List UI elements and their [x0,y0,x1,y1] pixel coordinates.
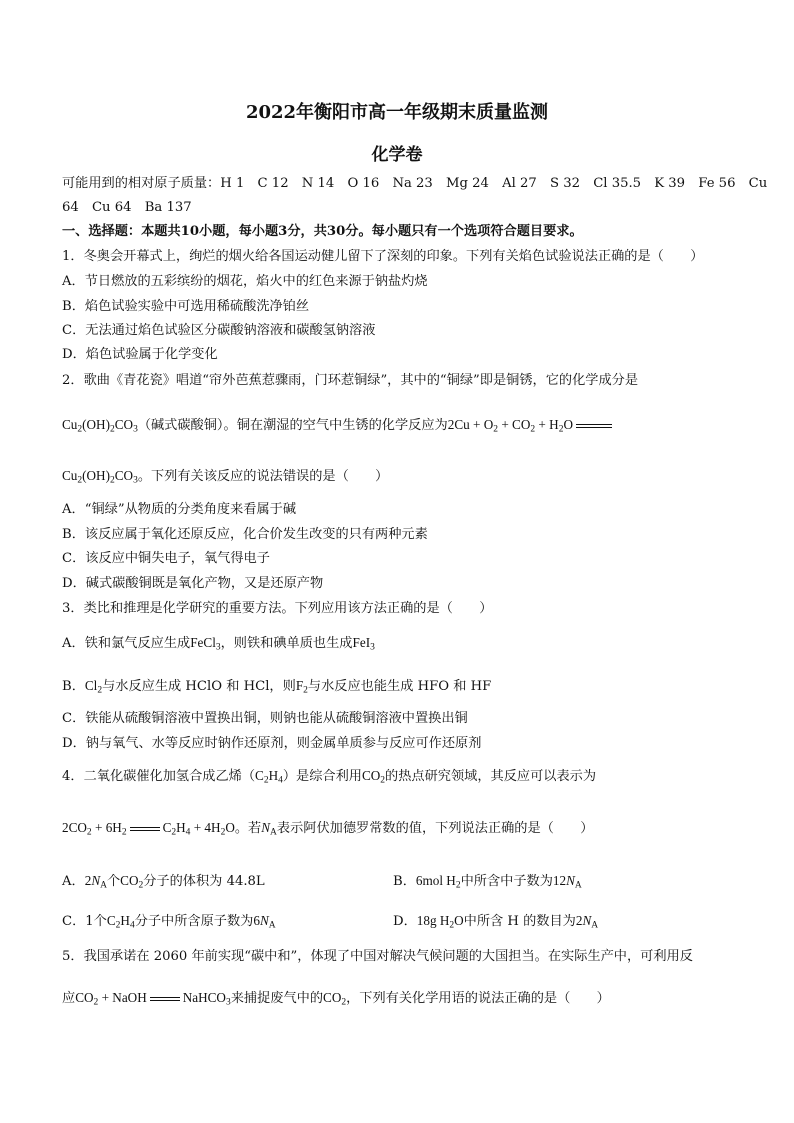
q2-stem-line3: $Cu_2(OH)_2CO_3$。下列有关该反应的说法错误的是（ ） [62,468,389,486]
q4-stem-line2: $2CO_2 + 6H_2$ $C_2H_4 + 4H_2O$。若$N_A$表示阿伏加德罗常数的值，下列说法正确的是（ ） [62,820,594,838]
q1-option-b: B．焰色试验实验中可选用稀硫酸洗净铂丝 [62,299,310,314]
q3-option-b: B．$Cl_2$与水反应生成 HClO 和 HCl，则$F_2$与水反应也能生成 HFO 和 HF [62,678,492,696]
q3-option-d: D．钠与氧气、水等反应时钠作还原剂，则金属单质参与反应可作还原剂 [62,736,482,751]
formula-basic-copper-carbonate: $Cu_2(OH)_2CO_3$ [62,417,138,435]
q5-stem-line1: 5．我国承诺在 2060 年前实现“碳中和”，体现了中国对解决气候问题的大国担当。在实际生产中，可利用反 [62,949,693,964]
q3-option-c: C．铁能从硫酸铜溶液中置换出铜，则钠也能从硫酸铜溶液中置换出铜 [62,711,468,726]
q2-option-c: C．该反应中铜失电子，氧气得电子 [62,551,270,566]
q3-option-a: A．铁和氯气反应生成FeCl$_3$，则铁和碘单质也生成FeI$_3$ [62,635,375,653]
atomic-masses-line1: 可能用到的相对原子质量：H 1 C 12 N 14 O 16 Na 23 Mg 24 Al 27 S 32 Cl 35.5 K 39 Fe 56 Cu [62,176,768,191]
q1-option-a: A．节日燃放的五彩缤纷的烟花，焰火中的红色来源于钠盐灼烧 [62,274,428,289]
formula-basic-copper-carbonate: $Cu_2(OH)_2CO_3$ [62,468,138,486]
q4-option-a: A．$2N_A$个$CO_2$分子的体积为 44.8L [62,873,265,891]
q5-stem-line2: 应$CO_2$ + NaOH NaHCO$_3$来捕捉废气中的$CO_2$，下列有关化学用语的说法正确的是（ ） [62,990,610,1008]
exam-subtitle: 化学卷 [371,145,423,165]
q4-option-d: D．18g $H_2O$中所含 H 的数目为$2N_A$ [393,913,599,931]
q2-stem-line2: $Cu_2(OH)_2CO_3$（碱式碳酸铜）。铜在潮湿的空气中生锈的化学反应为$2Cu + O_2 + CO_2 + H_2O$ [62,416,612,435]
section-heading: 一、选择题：本题共10小题，每小题3分，共30分。每小题只有一个选项符合题目要求。 [62,224,583,239]
q4-option-b: B．6mol $H_2$中所含中子数为$12N_A$ [393,873,582,891]
q2-option-b: B．该反应属于氧化还原反应，化合价发生改变的只有两种元素 [62,527,428,542]
q1-option-c: C．无法通过焰色试验区分碳酸钠溶液和碳酸氢钠溶液 [62,323,376,338]
q2-option-a: A．“铜绿”从物质的分类角度来看属于碱 [62,502,297,517]
q1-option-d: D．焰色试验属于化学变化 [62,347,218,362]
q4-option-c: C．1个$C_2H_4$分子中所含原子数为$6N_A$ [62,913,276,931]
formula-rust-equation-left: $2Cu + O_2 + CO_2 + H_2O$ [447,417,573,435]
exam-title: 2022年衡阳市高一年级期末质量监测 [245,102,549,123]
equation-sign [576,423,612,429]
q1-stem: 1．冬奥会开幕式上，绚烂的烟火给各国运动健儿留下了深刻的印象。下列有关焰色试验说法正确的是（ ） [62,249,704,264]
equation-sign [130,826,160,832]
q2-option-d: D．碱式碳酸铜既是氧化产物，又是还原产物 [62,576,324,591]
atomic-masses-line2: 64 Cu 64 Ba 137 [62,200,192,215]
q2-stem-line1: 2．歌曲《青花瓷》唱道“帘外芭蕉惹骤雨，门环惹铜绿”，其中的“铜绿”即是铜锈，它的化学成分是 [62,373,639,388]
q3-stem: 3．类比和推理是化学研究的重要方法。下列应用该方法正确的是（ ） [62,601,493,616]
equation-sign [150,996,180,1002]
q4-stem-line1: 4．二氧化碳催化加氢合成乙烯$(C_2H_4)$是综合利用$CO_2$的热点研究领域，其反应可以表示为 [62,768,597,786]
